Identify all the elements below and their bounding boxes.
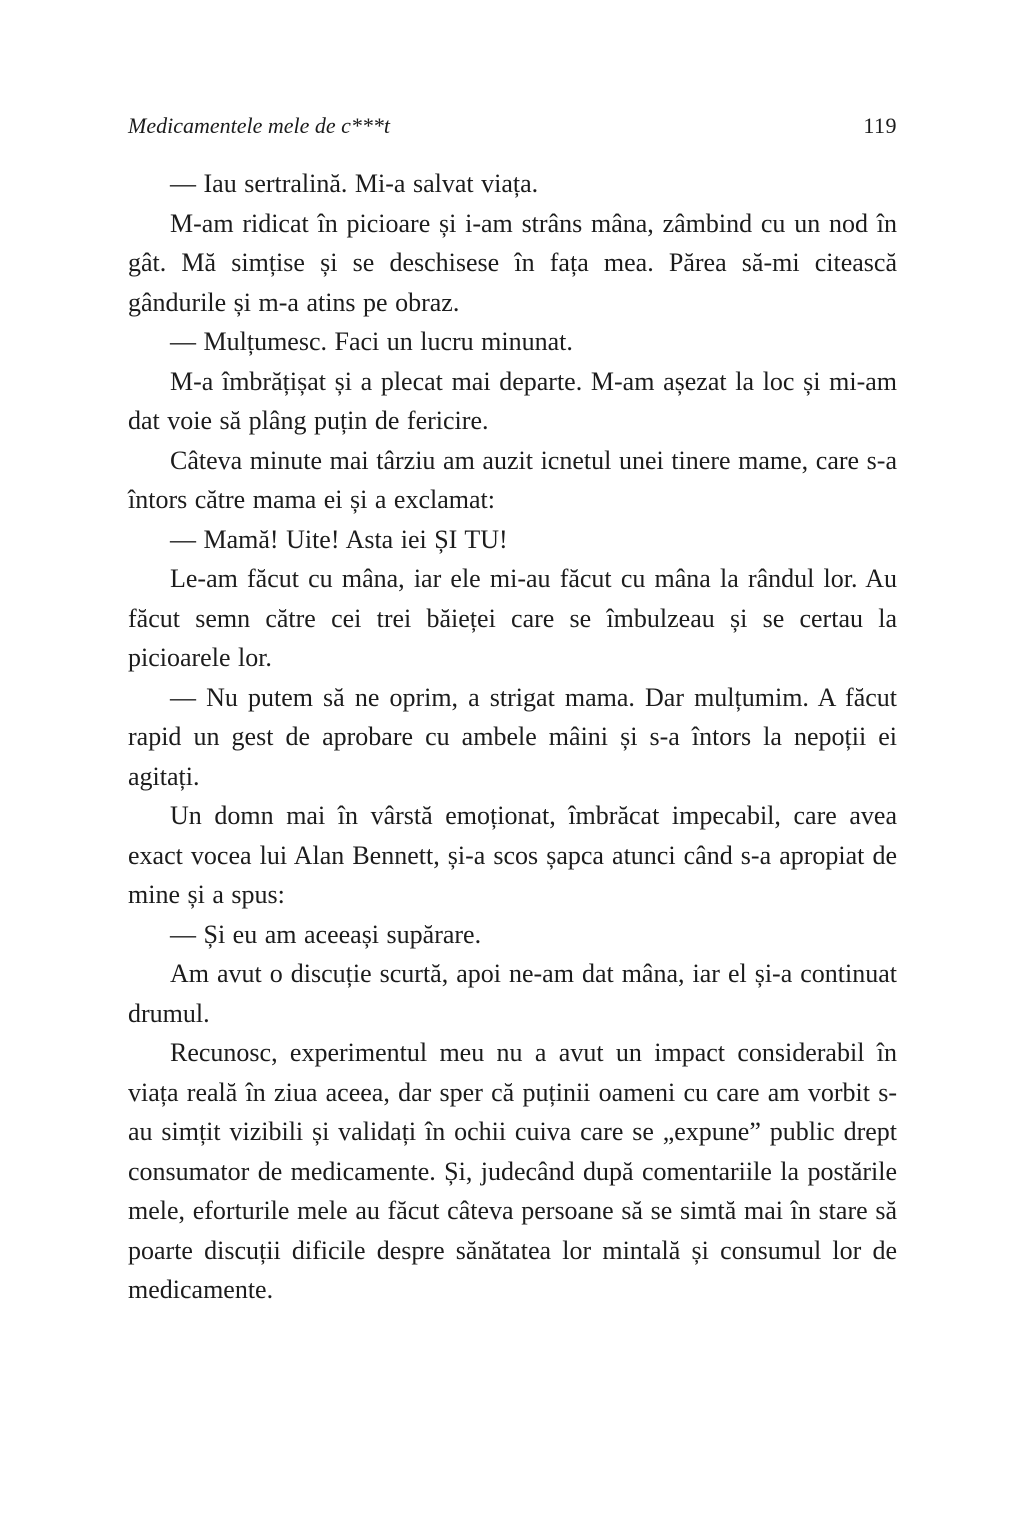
paragraph: M-am ridicat în picioare și i-am strâns mâna, zâmbind cu un nod în gât. Mă simțise și se deschisese în fața mea. Părea să-mi citească gândurile și m-a atins pe obraz.	[128, 208, 897, 317]
paragraph: — Mulțumesc. Faci un lucru minunat.	[170, 327, 573, 356]
paragraph: Recunosc, experimentul meu nu a avut un impact considerabil în viața reală în ziua aceea, dar sper că puținii oameni cu care am vorbit s-au simțit vizibili și validați în ochii cuiva care se „expune” public drept consumator de medicamente. Și, judecând după comentariile la postările mele, eforturile mele au făcut câteva persoane să se simtă mai în stare să poarte discuții dificile despre sănătatea lor mintală și consumul lor de medicamente.	[128, 1038, 897, 1304]
running-header	[128, 112, 897, 140]
paragraph: Un domn mai în vârstă emoționat, îmbrăcat impecabil, care avea exact vocea lui Alan Bennett, și-a scos șapca atunci când s-a apropiat de mine și a spus:	[128, 801, 897, 909]
paragraph: — Mamă! Uite! Asta iei ȘI TU!	[170, 524, 508, 554]
page-body	[128, 164, 897, 1310]
paragraph: — Și eu am aceeași supărare.	[170, 919, 482, 949]
paragraph: M-a îmbrățișat și a plecat mai departe. M-am așezat la loc și mi-am dat voie să plâng puțin de fericire.	[128, 366, 897, 435]
paragraph: — Iau sertralină. Mi-a salvat viața.	[170, 169, 539, 198]
paragraph: — Nu putem să ne oprim, a strigat mama. Dar mulțumim. A făcut rapid un gest de aprobare cu ambele mâini și s-a întors la nepoții ei agitați.	[128, 682, 897, 791]
paragraph: Am avut o discuție scurtă, apoi ne-am dat mâna, iar el și-a continuat drumul.	[128, 959, 897, 1028]
paragraph: Le-am făcut cu mâna, iar ele mi-au făcut cu mâna la rândul lor. Au făcut semn către cei trei băieței care se îmbulzeau și se certau la picioarele lor.	[128, 564, 897, 672]
paragraph: Câteva minute mai târziu am auzit icnetul unei tinere mame, care s-a întors către mama ei și a exclamat:	[128, 445, 897, 514]
running-header-title: Medicamentele mele de c***t	[128, 113, 391, 138]
page-number: 119	[863, 113, 897, 138]
